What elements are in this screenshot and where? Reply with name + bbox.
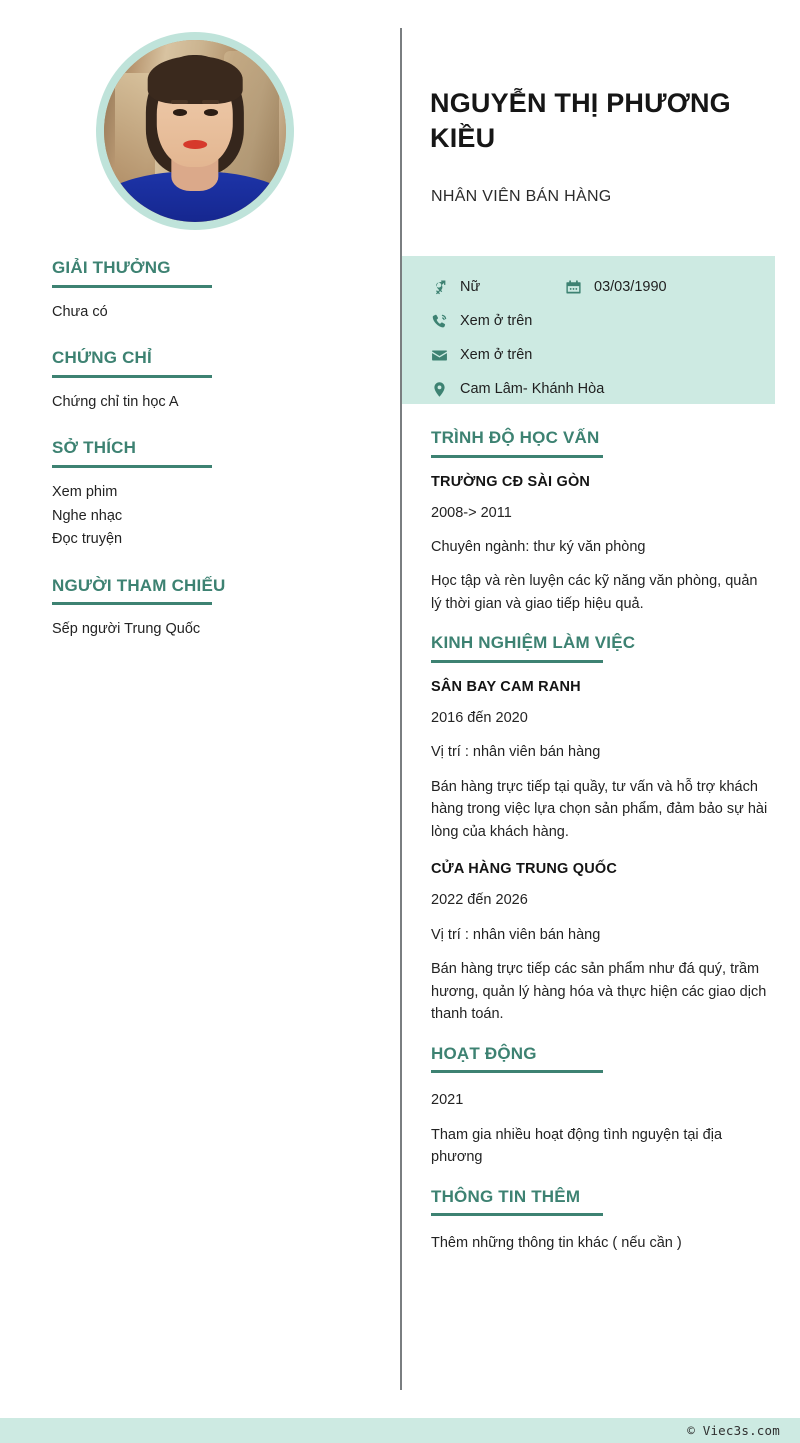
list-item: Chứng chỉ tin học A: [52, 393, 179, 410]
list-item: Chưa có: [52, 303, 108, 320]
section-additional: [431, 1187, 771, 1255]
section-rule-certificates: [52, 375, 212, 378]
avatar-photo: [104, 40, 286, 222]
certificates-list: [52, 391, 352, 415]
experience-period: 2022 đến 2026: [431, 892, 528, 909]
portrait-eye-left: [173, 109, 187, 116]
education-period: 2008-> 2011: [431, 504, 512, 521]
section-rule-awards: [52, 285, 212, 288]
calendar-icon: [564, 278, 583, 297]
section-experience: [431, 633, 771, 1025]
section-hobbies: [52, 438, 352, 551]
email-icon: [430, 346, 449, 365]
section-education: [431, 428, 771, 615]
experience-entry: [431, 861, 771, 1025]
column-divider: [400, 28, 402, 1390]
section-rule-additional: [431, 1213, 603, 1216]
list-item: Đọc truyện: [52, 531, 123, 548]
location-icon: [430, 380, 449, 399]
contact-phone-value: Xem ở trên: [460, 313, 533, 329]
contact-phone: [430, 312, 532, 331]
section-rule-activities: [431, 1070, 603, 1073]
section-heading-awards: GIẢI THƯỞNG: [52, 258, 171, 277]
contact-email: [430, 346, 532, 365]
education-entry: [431, 474, 771, 616]
section-heading-activities: HOẠT ĐỘNG: [431, 1043, 537, 1063]
experience-position: Vị trí : nhân viên bán hàng: [431, 744, 601, 761]
list-item: Sếp người Trung Quốc: [52, 621, 201, 638]
experience-description: Bán hàng trực tiếp tại quầy, tư vấn và hỗ trợ khách hàng trong việc lựa chọn sản phẩm, đảm bảo sự hài lòng của khách hàng.: [431, 778, 768, 840]
candidate-name: NGUYỄN THỊ PHƯƠNG KIỀU: [430, 88, 731, 153]
section-references: [52, 576, 352, 642]
contact-row: [430, 338, 775, 372]
contact-email-value: Xem ở trên: [460, 347, 533, 363]
section-rule-education: [431, 455, 603, 458]
footer-bar: [0, 1418, 800, 1443]
section-heading-education: TRÌNH ĐỘ HỌC VẤN: [431, 428, 600, 447]
contact-row: [430, 270, 775, 304]
experience-company: CỬA HÀNG TRUNG QUỐC: [431, 861, 618, 878]
avatar: [96, 32, 294, 230]
education-description: Học tập và rèn luyện các kỹ năng văn phòng, quản lý thời gian và giao tiếp hiệu quả.: [431, 573, 758, 612]
activities-description: Tham gia nhiều hoạt động tình nguyện tại địa phương: [431, 1126, 723, 1166]
footer-copyright: © Viec3s.com: [687, 1423, 780, 1438]
references-list: [52, 618, 352, 642]
portrait-hair-front: [148, 56, 243, 103]
section-activities: [431, 1044, 771, 1169]
portrait-lips: [183, 140, 207, 149]
contact-gender-value: Nữ: [460, 279, 481, 295]
contact-panel: [402, 256, 775, 404]
contact-address: [430, 380, 604, 399]
contact-birthday: [564, 278, 667, 297]
experience-position: Vị trí : nhân viên bán hàng: [431, 926, 601, 943]
additional-entry: [431, 1232, 771, 1254]
list-item: Xem phim: [52, 483, 118, 500]
section-heading-hobbies: SỞ THÍCH: [52, 438, 137, 458]
education-major: Chuyên ngành: thư ký văn phòng: [431, 539, 646, 556]
portrait-brow-right: [202, 100, 218, 104]
portrait-eye-right: [204, 109, 218, 116]
education-school: TRƯỜNG CĐ SÀI GÒN: [431, 473, 591, 490]
left-column: [0, 0, 400, 1418]
section-certificates: [52, 348, 352, 414]
phone-icon: [430, 312, 449, 331]
right-sections: [431, 428, 771, 1273]
awards-list: [52, 301, 352, 325]
section-rule-experience: [431, 660, 603, 663]
contact-birthday-value: 03/03/1990: [594, 279, 667, 295]
experience-entry: [431, 679, 771, 843]
contact-row: [430, 304, 775, 338]
contact-gender: [430, 278, 564, 297]
contact-row: [430, 372, 775, 406]
experience-period: 2016 đến 2020: [431, 709, 528, 726]
section-awards: [52, 258, 352, 324]
section-heading-experience: KINH NGHIỆM LÀM VIỆC: [431, 633, 636, 653]
list-item: Nghe nhạc: [52, 507, 123, 524]
activities-entry: [431, 1089, 771, 1168]
gender-icon: [430, 278, 449, 297]
experience-company: SÂN BAY CAM RANH: [431, 678, 581, 695]
hobbies-list: [52, 481, 352, 552]
additional-description: Thêm những thông tin khác ( nếu cần ): [431, 1235, 682, 1252]
portrait-brow-left: [171, 100, 187, 104]
activities-period: 2021: [431, 1092, 464, 1109]
section-heading-certificates: CHỨNG CHỈ: [52, 348, 152, 368]
candidate-role: NHÂN VIÊN BÁN HÀNG: [431, 188, 612, 205]
contact-address-value: Cam Lâm- Khánh Hòa: [460, 381, 605, 397]
section-heading-references: NGƯỜI THAM CHIẾU: [52, 575, 226, 595]
experience-description: Bán hàng trực tiếp các sản phẩm như đá quý, trầm hương, quản lý hàng hóa và thực hiện các giao dịch thanh toán.: [431, 961, 767, 1023]
section-rule-hobbies: [52, 465, 212, 468]
left-sections: [52, 258, 352, 642]
section-heading-additional: THÔNG TIN THÊM: [431, 1186, 581, 1206]
section-rule-references: [52, 602, 212, 605]
